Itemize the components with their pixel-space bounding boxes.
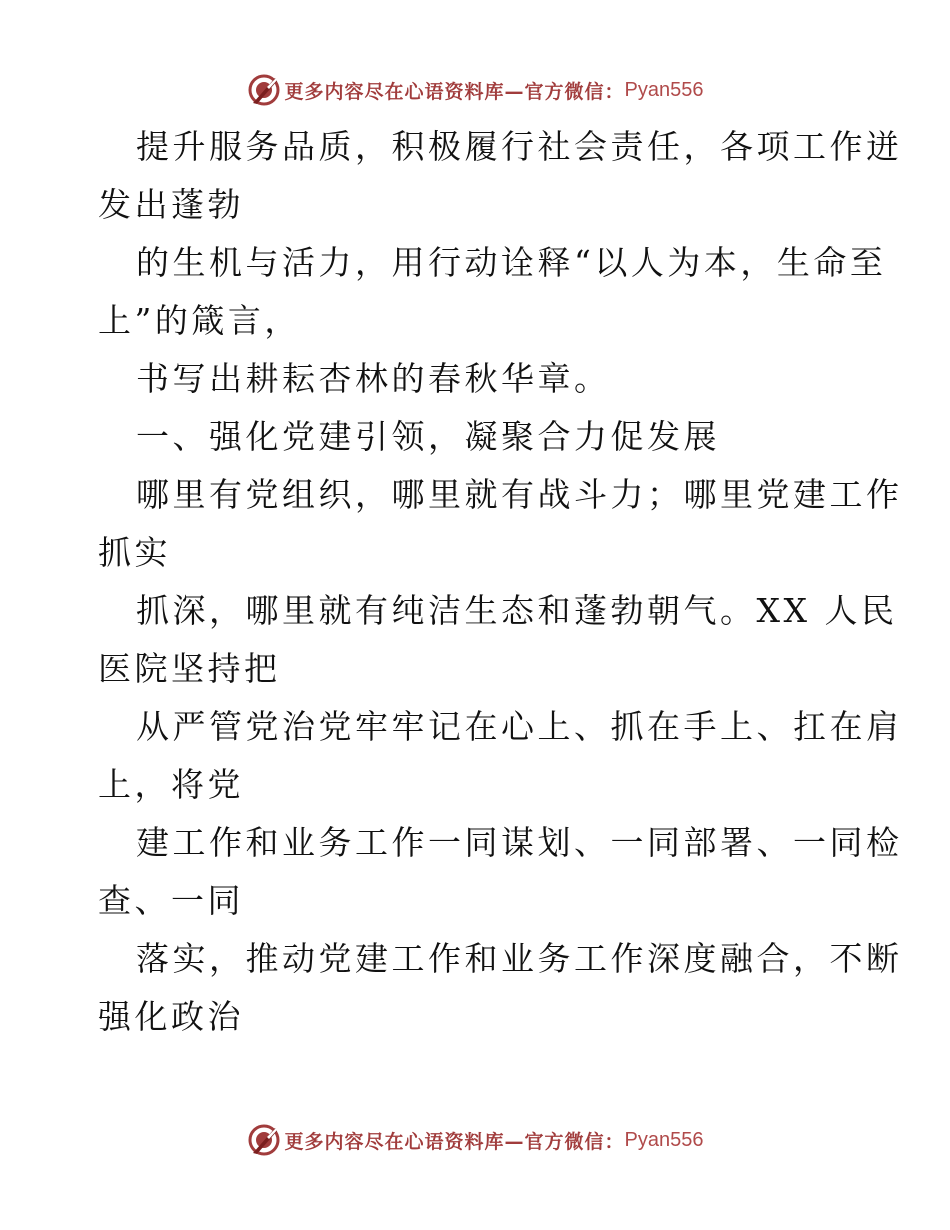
watermark-text: 更多内容尽在心语资料库—官方微信：: [284, 1130, 625, 1153]
text-line: 的生机与活力，用行动诠释“以人为本，生命至: [136, 243, 887, 282]
text-line: 抓实: [98, 533, 171, 572]
text-line: 上，将党: [98, 765, 244, 804]
footer-watermark: [0, 1120, 950, 1160]
text-line: 从严管党治党牢牢记在心上、抓在手上、扛在肩: [136, 707, 903, 746]
text-line: 上”的箴言，: [98, 301, 301, 340]
document-body: [98, 118, 903, 1046]
quill-pen-logo-icon: [247, 73, 281, 107]
text-line: 哪里有党组织，哪里就有战斗力；哪里党建工作: [136, 475, 903, 514]
text-line: 强化政治: [98, 997, 244, 1036]
text-line: 落实，推动党建工作和业务工作深度融合，不断: [136, 939, 903, 978]
text-line: 发出蓬勃: [98, 185, 244, 224]
text-line: 一、强化党建引领，凝聚合力促发展: [136, 417, 720, 456]
quill-pen-logo-icon: [247, 1123, 281, 1157]
watermark-wechat-id: Pyan556: [624, 1128, 704, 1151]
header-watermark: [0, 70, 950, 110]
text-line: 提升服务品质，积极履行社会责任，各项工作迸: [136, 127, 903, 166]
text-line: 医院坚持把: [98, 649, 281, 688]
watermark-wechat-id: Pyan556: [624, 78, 704, 101]
watermark-text: 更多内容尽在心语资料库—官方微信：: [284, 80, 625, 103]
text-line: 书写出耕耘杏林的春秋华章。: [136, 359, 611, 398]
text-line: 抓深，哪里就有纯洁生态和蓬勃朝气。XX 人民: [136, 591, 898, 630]
text-line: 查、一同: [98, 881, 244, 920]
text-line: 建工作和业务工作一同谋划、一同部署、一同检: [136, 823, 903, 862]
